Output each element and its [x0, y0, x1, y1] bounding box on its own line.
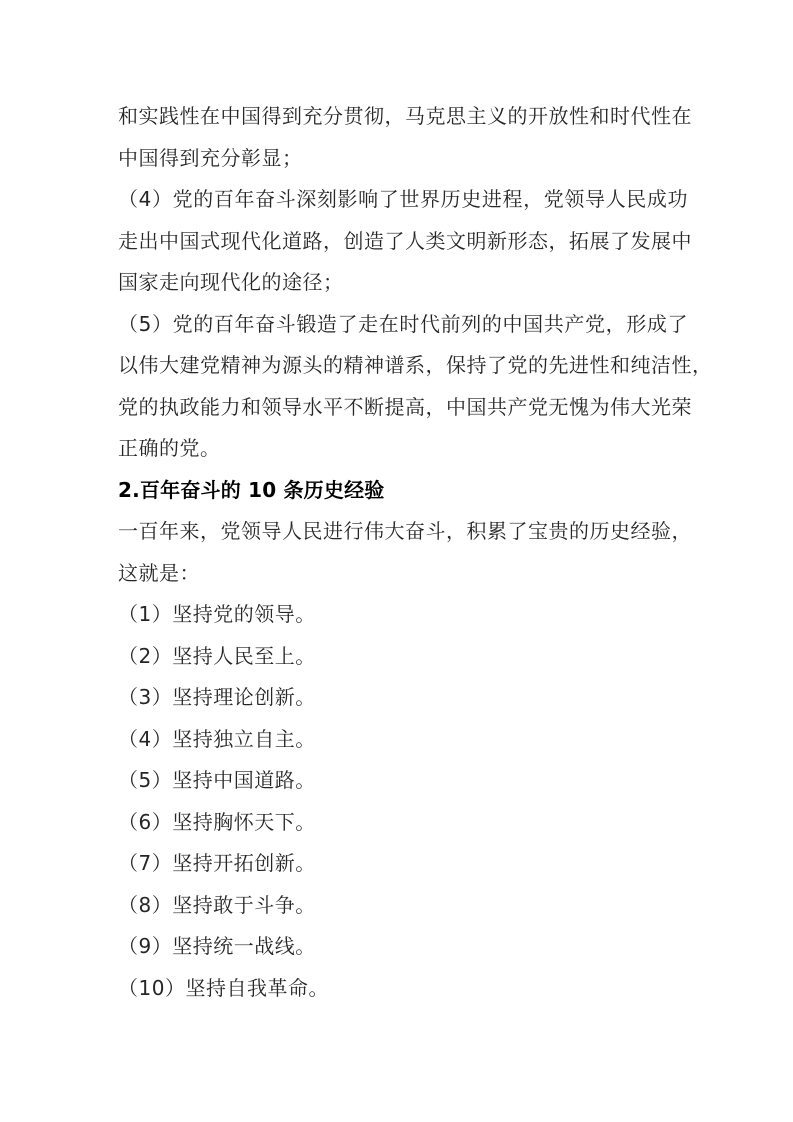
text-line: （4）坚持独立自主。	[118, 726, 316, 751]
paragraph-point-4	[118, 179, 692, 304]
paragraph-continuation	[118, 96, 692, 179]
text-line: （7）坚持开拓创新。	[118, 851, 316, 875]
text-line: 党的执政能力和领导水平不断提高，中国共产党无愧为伟大光荣	[118, 394, 692, 419]
text-line: （6）坚持胸怀天下。	[118, 809, 316, 834]
list-item-1	[118, 594, 688, 636]
text-line: （9）坚持统一战线。	[118, 934, 316, 958]
text-line: （5）党的百年奋斗锻造了走在时代前列的中国共产党，形成了	[118, 311, 688, 336]
paragraph-point-5	[118, 304, 713, 470]
text-line: （4）党的百年奋斗深刻影响了世界历史进程，党领导人民成功	[118, 187, 688, 211]
text-line: 和实践性在中国得到充分贯彻，马克思主义的开放性和时代性在	[118, 104, 692, 128]
text-line: （5）坚持中国道路。	[118, 768, 316, 792]
text-line: 走出中国式现代化道路，创造了人类文明新形态，拓展了发展中	[118, 228, 692, 253]
heading-text-line: 2.百年奋斗的 10 条历史经验	[118, 477, 385, 502]
text-line: （3）坚持理论创新。	[118, 685, 316, 709]
text-line: （10）坚持自我革命。	[118, 975, 329, 1000]
text-line: （8）坚持敢于斗争。	[118, 892, 316, 917]
text-line: 以伟大建党精神为源头的精神谱系，保持了党的先进性和纯洁性，	[118, 353, 713, 377]
text-line: 中国得到充分彰显；	[118, 145, 303, 170]
text-line: 这就是：	[118, 560, 200, 585]
list-item-7	[118, 843, 688, 885]
list-item-2	[118, 636, 688, 678]
text-line: 国家走向现代化的途径；	[118, 270, 344, 294]
document-body	[118, 96, 713, 1009]
section-heading	[118, 470, 688, 512]
list-item-8	[118, 885, 688, 927]
text-line: （1）坚持党的领导。	[118, 602, 316, 626]
list-item-6	[118, 802, 688, 844]
text-line: 正确的党。	[118, 436, 221, 460]
list-item-9	[118, 926, 688, 968]
list-item-3	[118, 677, 688, 719]
list-item-10	[118, 968, 688, 1010]
paragraph-intro	[118, 511, 692, 594]
text-line: 一百年来，党领导人民进行伟大奋斗，积累了宝贵的历史经验，	[118, 519, 692, 543]
list-item-4	[118, 719, 688, 761]
list-item-5	[118, 760, 688, 802]
text-line: （2）坚持人民至上。	[118, 643, 316, 668]
